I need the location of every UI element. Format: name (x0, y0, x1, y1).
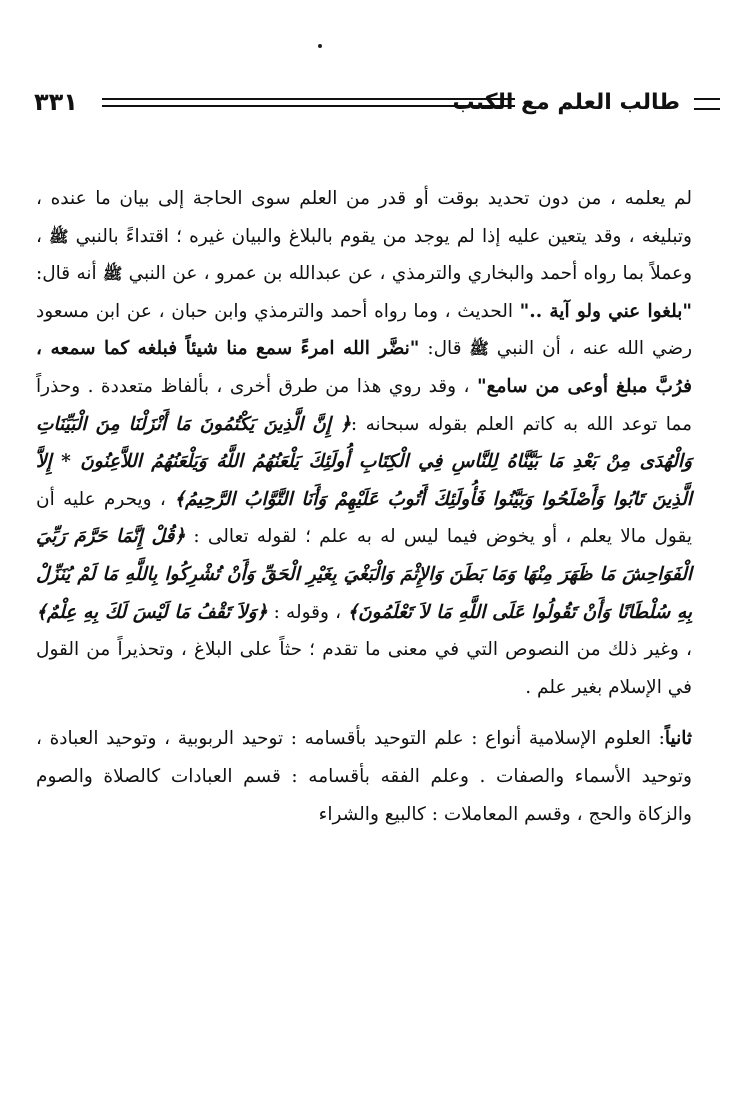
running-title: طالب العلم مع الكتب (452, 90, 680, 115)
text-run: ، ويحرم عليه أن يقول مالا يعلم ، أو يخوض فيما ليس له به علم ؛ لقوله تعالى : (36, 488, 692, 548)
section-lead: ثانياً (664, 728, 692, 750)
salla-symbol: ﷺ (469, 339, 489, 359)
paragraph-1 (36, 180, 692, 706)
text-run: ، وقد روي هذا من طرق أخرى ، بألفاظ متعددة . وحذراً مما توعد الله به كاتم العلم بقوله سبحانه : (36, 375, 692, 435)
quran-verse: ﴿قُلْ إِنَّمَا حَرَّمَ رَبِّيَ الْفَوَاحِشَ مَا ظَهَرَ مِنْهَا وَمَا بَطَنَ وَالإِثْمَ وَالْبَغْيَ بِغَيْرِ الْحَقِّ وَأَنْ تُشْرِكُوا بِاللَّهِ مَا لَمْ يُنَزِّلْ بِهِ سُلْطَانًا وَأَنْ تَقُولُوا عَلَى اللَّهِ مَا لاَ تَعْلَمُونَ﴾ (36, 526, 693, 623)
paragraph-2 (36, 720, 692, 833)
text-run: الحديث ، وما رواه أحمد والترمذي وابن حبان ، عن ابن مسعود رضي الله عنه ، أن النبي (36, 300, 693, 360)
quran-verse: ﴿ إِنَّ الَّذِينَ يَكْتُمُونَ مَا أَنْزَلْنَا مِنَ الْبَيِّنَاتِ وَالْهُدَى مِنْ بَعْدِ مَا بَيَّنَّاهُ لِلنَّاسِ فِي الْكِتَابِ أُولَئِكَ يَلْعَنُهُمُ اللَّهُ وَيَلْعَنُهُمُ اللاَّعِنُونَ * إِلاَّ الَّذِينَ تَابُوا وَأَصْلَحُوا وَبَيَّنُوا فَأُولَئِكَ أَتُوبُ عَلَيْهِمْ وَأَنَا التَّوَّابُ الرَّحِيمُ﴾ (36, 413, 692, 510)
body-text (36, 180, 692, 833)
hadith-quote: "نضَّر الله امرءً سمع منا شيئاً فبلغه كما سمعه ، فرُبَّ مبلغ أوعى من سامع" (36, 338, 692, 397)
text-run: ، وقوله : (267, 601, 348, 623)
salla-symbol: ﷺ (49, 226, 69, 246)
text-run: ، وغير ذلك من النصوص التي في معنى ما تقدم ؛ حثاً على البلاغ ، وتحذيراً من القول في الإسلام بغير علم . (36, 639, 692, 698)
text-run: لم يعلمه ، من دون تحديد بوقت أو قدر من العلم سوى الحاجة إلى بيان ما عنده ، وتبليغه ، وقد يتعين عليه إذا لم يوجد من يقوم بالبلاغ والبيان غيره ؛ اقتداءً بالنبي (36, 188, 692, 247)
scan-speck (318, 44, 322, 48)
running-header (30, 88, 720, 122)
header-rule (102, 98, 515, 107)
text-run: : العلوم الإسلامية أنواع : علم التوحيد بأقسامه : توحيد الربوبية ، وتوحيد العبادة ، وتوحيد الأسماء والصفات . وعلم الفقه بأقسامه : قسم العبادات كالصلاة والصوم والزكاة والحج ، وقسم المعاملات : كالبيع والشراء (36, 728, 692, 825)
text-run: ، وعملاً بما رواه أحمد والبخاري والترمذي ، عن عبدالله بن عمرو ، عن النبي (36, 225, 693, 285)
text-run: أنه قال: (36, 263, 103, 285)
quran-verse: ﴿وَلاَ تَقْفُ مَا لَيْسَ لَكَ بِهِ عِلْمٌ﴾ (36, 601, 268, 623)
page-number: ٣٣١ (34, 88, 78, 116)
salla-symbol: ﷺ (102, 264, 123, 284)
header-ornament (694, 98, 720, 110)
text-run: قال: (419, 338, 470, 360)
hadith-quote: "بلغوا عني ولو آية .." (519, 300, 692, 322)
